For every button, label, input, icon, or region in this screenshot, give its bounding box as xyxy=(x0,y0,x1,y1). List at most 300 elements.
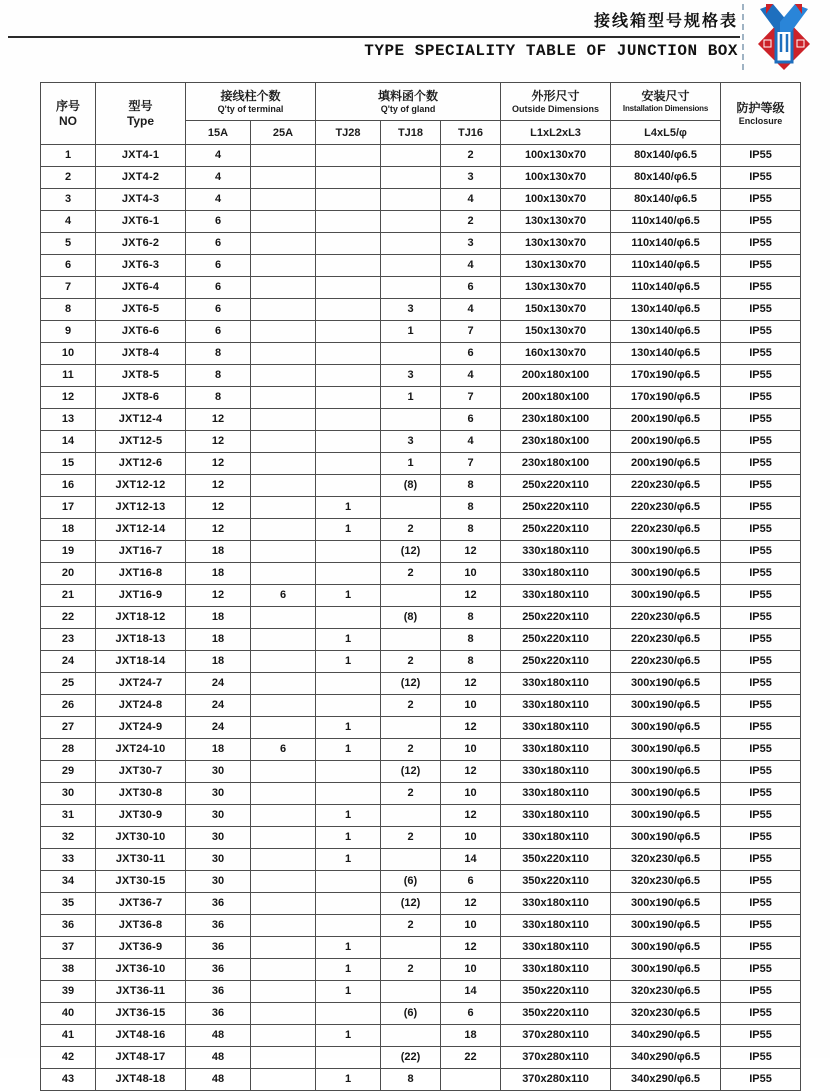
cell-install-dims: 200x190/φ6.5 xyxy=(611,431,721,453)
cell-outside-dims: 370x280x110 xyxy=(501,1047,611,1069)
cell-enclosure: IP55 xyxy=(721,497,801,519)
cell-25a xyxy=(251,695,316,717)
cell-enclosure: IP55 xyxy=(721,299,801,321)
cell-25a xyxy=(251,343,316,365)
cell-tj18 xyxy=(381,1025,441,1047)
cell-enclosure: IP55 xyxy=(721,343,801,365)
cell-install-dims: 340x290/φ6.5 xyxy=(611,1025,721,1047)
cell-tj16: 14 xyxy=(441,849,501,871)
cell-no: 15 xyxy=(41,453,96,475)
cell-tj16: 10 xyxy=(441,739,501,761)
table-row xyxy=(41,563,801,585)
col-header-tj16: TJ16 xyxy=(441,121,501,145)
cell-tj28 xyxy=(316,695,381,717)
cell-outside-dims: 100x130x70 xyxy=(501,189,611,211)
cell-install-dims: 110x140/φ6.5 xyxy=(611,255,721,277)
cell-15a: 6 xyxy=(186,299,251,321)
cell-no: 1 xyxy=(41,145,96,167)
cell-25a xyxy=(251,475,316,497)
cell-tj28: 1 xyxy=(316,651,381,673)
cell-tj28 xyxy=(316,563,381,585)
cell-type: JXT8-5 xyxy=(96,365,186,387)
cell-enclosure: IP55 xyxy=(721,365,801,387)
cell-install-dims: 130x140/φ6.5 xyxy=(611,299,721,321)
table-row xyxy=(41,431,801,453)
cell-type: JXT30-10 xyxy=(96,827,186,849)
cell-outside-dims: 250x220x110 xyxy=(501,651,611,673)
cell-install-dims: 80x140/φ6.5 xyxy=(611,167,721,189)
cell-outside-dims: 100x130x70 xyxy=(501,145,611,167)
cell-15a: 18 xyxy=(186,651,251,673)
cell-enclosure: IP55 xyxy=(721,145,801,167)
table-row xyxy=(41,475,801,497)
table-row xyxy=(41,629,801,651)
cell-enclosure: IP55 xyxy=(721,387,801,409)
cell-25a xyxy=(251,453,316,475)
cell-tj18: 2 xyxy=(381,563,441,585)
cell-tj18: 3 xyxy=(381,365,441,387)
cell-tj16: 10 xyxy=(441,783,501,805)
cell-no: 18 xyxy=(41,519,96,541)
cell-tj28: 1 xyxy=(316,827,381,849)
table-row xyxy=(41,585,801,607)
cell-no: 14 xyxy=(41,431,96,453)
cell-tj28: 1 xyxy=(316,805,381,827)
cell-type: JXT18-13 xyxy=(96,629,186,651)
cell-no: 39 xyxy=(41,981,96,1003)
cell-tj16: 22 xyxy=(441,1047,501,1069)
cell-outside-dims: 230x180x100 xyxy=(501,431,611,453)
cell-15a: 18 xyxy=(186,739,251,761)
cell-outside-dims: 330x180x110 xyxy=(501,915,611,937)
cell-enclosure: IP55 xyxy=(721,255,801,277)
cell-type: JXT8-4 xyxy=(96,343,186,365)
col-header-install-sub: L4xL5/φ xyxy=(611,121,721,145)
cell-install-dims: 300x190/φ6.5 xyxy=(611,585,721,607)
cell-tj16: 4 xyxy=(441,255,501,277)
cell-tj16: 12 xyxy=(441,585,501,607)
cell-enclosure: IP55 xyxy=(721,717,801,739)
cell-outside-dims: 350x220x110 xyxy=(501,1003,611,1025)
cell-tj16: 12 xyxy=(441,761,501,783)
cell-no: 11 xyxy=(41,365,96,387)
cell-outside-dims: 130x130x70 xyxy=(501,233,611,255)
cell-outside-dims: 330x180x110 xyxy=(501,959,611,981)
cell-no: 32 xyxy=(41,827,96,849)
cell-no: 36 xyxy=(41,915,96,937)
cell-type: JXT48-17 xyxy=(96,1047,186,1069)
cell-outside-dims: 150x130x70 xyxy=(501,321,611,343)
cell-type: JXT36-10 xyxy=(96,959,186,981)
cell-enclosure: IP55 xyxy=(721,1025,801,1047)
cell-install-dims: 300x190/φ6.5 xyxy=(611,717,721,739)
table-row xyxy=(41,145,801,167)
cell-no: 41 xyxy=(41,1025,96,1047)
cell-15a: 12 xyxy=(186,585,251,607)
cell-25a xyxy=(251,233,316,255)
cell-15a: 48 xyxy=(186,1025,251,1047)
page-title-english: TYPE SPECIALITY TABLE OF JUNCTION BOX xyxy=(364,42,738,60)
cell-tj28 xyxy=(316,761,381,783)
cell-tj28: 1 xyxy=(316,849,381,871)
cell-no: 4 xyxy=(41,211,96,233)
cell-type: JXT12-14 xyxy=(96,519,186,541)
cell-install-dims: 320x230/φ6.5 xyxy=(611,871,721,893)
cell-no: 42 xyxy=(41,1047,96,1069)
cell-tj28 xyxy=(316,673,381,695)
cell-enclosure: IP55 xyxy=(721,695,801,717)
cell-tj28 xyxy=(316,211,381,233)
cell-outside-dims: 130x130x70 xyxy=(501,211,611,233)
cell-25a xyxy=(251,1069,316,1091)
cell-enclosure: IP55 xyxy=(721,739,801,761)
cell-tj18: (22) xyxy=(381,1047,441,1069)
table-row xyxy=(41,497,801,519)
cell-tj28 xyxy=(316,541,381,563)
cell-25a xyxy=(251,299,316,321)
cell-no: 34 xyxy=(41,871,96,893)
cell-install-dims: 220x230/φ6.5 xyxy=(611,497,721,519)
cell-outside-dims: 370x280x110 xyxy=(501,1069,611,1091)
cell-25a xyxy=(251,783,316,805)
logo-dashed-separator xyxy=(742,4,744,70)
cell-25a xyxy=(251,277,316,299)
cell-15a: 12 xyxy=(186,475,251,497)
cell-enclosure: IP55 xyxy=(721,585,801,607)
table-row xyxy=(41,321,801,343)
cell-tj28 xyxy=(316,387,381,409)
cell-install-dims: 80x140/φ6.5 xyxy=(611,145,721,167)
cell-enclosure: IP55 xyxy=(721,563,801,585)
col-group-terminal-qty: 接线柱个数 Q'ty of terminal xyxy=(186,83,316,121)
cell-enclosure: IP55 xyxy=(721,629,801,651)
cell-no: 5 xyxy=(41,233,96,255)
cell-no: 40 xyxy=(41,1003,96,1025)
cell-outside-dims: 330x180x110 xyxy=(501,585,611,607)
cell-type: JXT12-5 xyxy=(96,431,186,453)
cell-type: JXT36-7 xyxy=(96,893,186,915)
cell-enclosure: IP55 xyxy=(721,981,801,1003)
cell-install-dims: 220x230/φ6.5 xyxy=(611,475,721,497)
cell-no: 23 xyxy=(41,629,96,651)
brand-logo-icon xyxy=(752,2,816,72)
cell-tj18 xyxy=(381,497,441,519)
cell-25a xyxy=(251,167,316,189)
cell-tj18: (12) xyxy=(381,541,441,563)
table-row xyxy=(41,739,801,761)
cell-type: JXT18-12 xyxy=(96,607,186,629)
table-row xyxy=(41,915,801,937)
cell-type: JXT16-7 xyxy=(96,541,186,563)
cell-tj18: 2 xyxy=(381,739,441,761)
cell-enclosure: IP55 xyxy=(721,783,801,805)
cell-tj28: 1 xyxy=(316,717,381,739)
cell-no: 37 xyxy=(41,937,96,959)
cell-tj18: (8) xyxy=(381,607,441,629)
table-row xyxy=(41,1047,801,1069)
cell-tj18 xyxy=(381,805,441,827)
cell-tj28 xyxy=(316,783,381,805)
table-row xyxy=(41,717,801,739)
cell-enclosure: IP55 xyxy=(721,1047,801,1069)
cell-25a xyxy=(251,849,316,871)
col-header-enclosure: 防护等级 Enclosure xyxy=(721,83,801,145)
cell-type: JXT30-8 xyxy=(96,783,186,805)
cell-tj18: 1 xyxy=(381,321,441,343)
cell-type: JXT12-4 xyxy=(96,409,186,431)
cell-tj28 xyxy=(316,915,381,937)
cell-install-dims: 300x190/φ6.5 xyxy=(611,761,721,783)
cell-tj28 xyxy=(316,321,381,343)
cell-25a xyxy=(251,607,316,629)
cell-no: 24 xyxy=(41,651,96,673)
cell-tj18: 1 xyxy=(381,453,441,475)
cell-15a: 36 xyxy=(186,1003,251,1025)
cell-15a: 30 xyxy=(186,849,251,871)
cell-tj28 xyxy=(316,233,381,255)
table-row xyxy=(41,827,801,849)
cell-outside-dims: 250x220x110 xyxy=(501,629,611,651)
cell-tj16: 3 xyxy=(441,233,501,255)
cell-15a: 6 xyxy=(186,211,251,233)
cell-no: 21 xyxy=(41,585,96,607)
cell-25a: 6 xyxy=(251,585,316,607)
cell-15a: 6 xyxy=(186,255,251,277)
cell-15a: 36 xyxy=(186,959,251,981)
cell-install-dims: 170x190/φ6.5 xyxy=(611,387,721,409)
cell-tj28 xyxy=(316,365,381,387)
cell-tj16: 7 xyxy=(441,453,501,475)
cell-type: JXT30-11 xyxy=(96,849,186,871)
cell-type: JXT30-7 xyxy=(96,761,186,783)
cell-no: 19 xyxy=(41,541,96,563)
cell-no: 26 xyxy=(41,695,96,717)
cell-install-dims: 130x140/φ6.5 xyxy=(611,321,721,343)
table-row xyxy=(41,1025,801,1047)
cell-tj16: 12 xyxy=(441,893,501,915)
cell-tj18: 2 xyxy=(381,651,441,673)
cell-no: 30 xyxy=(41,783,96,805)
cell-type: JXT12-12 xyxy=(96,475,186,497)
cell-tj16: 12 xyxy=(441,937,501,959)
cell-tj18 xyxy=(381,981,441,1003)
cell-type: JXT48-16 xyxy=(96,1025,186,1047)
table-row xyxy=(41,805,801,827)
cell-type: JXT30-9 xyxy=(96,805,186,827)
table-row xyxy=(41,871,801,893)
cell-tj16: 6 xyxy=(441,871,501,893)
cell-enclosure: IP55 xyxy=(721,651,801,673)
cell-tj28 xyxy=(316,189,381,211)
cell-tj16: 7 xyxy=(441,321,501,343)
cell-outside-dims: 330x180x110 xyxy=(501,695,611,717)
cell-no: 20 xyxy=(41,563,96,585)
cell-type: JXT4-2 xyxy=(96,167,186,189)
cell-install-dims: 320x230/φ6.5 xyxy=(611,849,721,871)
cell-tj18: 2 xyxy=(381,827,441,849)
cell-type: JXT16-8 xyxy=(96,563,186,585)
cell-tj16: 18 xyxy=(441,1025,501,1047)
cell-tj28: 1 xyxy=(316,629,381,651)
cell-tj28 xyxy=(316,409,381,431)
cell-15a: 6 xyxy=(186,233,251,255)
cell-15a: 12 xyxy=(186,431,251,453)
cell-outside-dims: 370x280x110 xyxy=(501,1025,611,1047)
cell-type: JXT8-6 xyxy=(96,387,186,409)
cell-outside-dims: 330x180x110 xyxy=(501,717,611,739)
cell-tj16: 12 xyxy=(441,805,501,827)
cell-tj28: 1 xyxy=(316,1025,381,1047)
cell-tj28: 1 xyxy=(316,519,381,541)
cell-15a: 4 xyxy=(186,145,251,167)
cell-25a xyxy=(251,1003,316,1025)
cell-enclosure: IP55 xyxy=(721,871,801,893)
cell-25a xyxy=(251,321,316,343)
cell-type: JXT12-13 xyxy=(96,497,186,519)
table-row xyxy=(41,277,801,299)
cell-install-dims: 300x190/φ6.5 xyxy=(611,959,721,981)
cell-no: 31 xyxy=(41,805,96,827)
cell-tj28: 1 xyxy=(316,585,381,607)
cell-tj16: 6 xyxy=(441,409,501,431)
cell-install-dims: 300x190/φ6.5 xyxy=(611,739,721,761)
cell-install-dims: 130x140/φ6.5 xyxy=(611,343,721,365)
cell-15a: 18 xyxy=(186,563,251,585)
cell-25a xyxy=(251,959,316,981)
brand-logo xyxy=(752,2,816,72)
cell-outside-dims: 330x180x110 xyxy=(501,827,611,849)
cell-15a: 36 xyxy=(186,981,251,1003)
cell-outside-dims: 330x180x110 xyxy=(501,563,611,585)
table-row xyxy=(41,233,801,255)
cell-outside-dims: 200x180x100 xyxy=(501,387,611,409)
cell-tj28 xyxy=(316,871,381,893)
cell-tj16: 10 xyxy=(441,563,501,585)
cell-15a: 30 xyxy=(186,783,251,805)
cell-type: JXT4-3 xyxy=(96,189,186,211)
cell-tj28 xyxy=(316,277,381,299)
cell-type: JXT36-11 xyxy=(96,981,186,1003)
cell-25a xyxy=(251,211,316,233)
cell-15a: 12 xyxy=(186,453,251,475)
cell-enclosure: IP55 xyxy=(721,827,801,849)
cell-tj16: 10 xyxy=(441,959,501,981)
cell-enclosure: IP55 xyxy=(721,167,801,189)
col-header-type: 型号 Type xyxy=(96,83,186,145)
col-group-installation-dimensions: 安装尺寸 Installation Dimensions xyxy=(611,83,721,121)
cell-install-dims: 300x190/φ6.5 xyxy=(611,937,721,959)
cell-type: JXT16-9 xyxy=(96,585,186,607)
cell-tj16: 6 xyxy=(441,1003,501,1025)
cell-25a xyxy=(251,189,316,211)
cell-outside-dims: 230x180x100 xyxy=(501,453,611,475)
cell-type: JXT12-6 xyxy=(96,453,186,475)
cell-25a xyxy=(251,981,316,1003)
table-row xyxy=(41,673,801,695)
cell-25a xyxy=(251,893,316,915)
cell-tj28 xyxy=(316,453,381,475)
cell-15a: 18 xyxy=(186,607,251,629)
cell-install-dims: 200x190/φ6.5 xyxy=(611,409,721,431)
cell-tj18: 3 xyxy=(381,299,441,321)
cell-25a xyxy=(251,673,316,695)
cell-no: 3 xyxy=(41,189,96,211)
cell-tj16: 12 xyxy=(441,717,501,739)
cell-outside-dims: 330x180x110 xyxy=(501,893,611,915)
cell-install-dims: 220x230/φ6.5 xyxy=(611,519,721,541)
cell-install-dims: 300x190/φ6.5 xyxy=(611,805,721,827)
cell-enclosure: IP55 xyxy=(721,211,801,233)
cell-25a xyxy=(251,629,316,651)
junction-box-spec-table xyxy=(40,82,801,1091)
cell-tj18: 3 xyxy=(381,431,441,453)
cell-tj28: 1 xyxy=(316,959,381,981)
cell-tj16: 8 xyxy=(441,651,501,673)
cell-tj28 xyxy=(316,255,381,277)
cell-enclosure: IP55 xyxy=(721,673,801,695)
cell-install-dims: 220x230/φ6.5 xyxy=(611,651,721,673)
cell-install-dims: 80x140/φ6.5 xyxy=(611,189,721,211)
table-row xyxy=(41,365,801,387)
cell-outside-dims: 350x220x110 xyxy=(501,849,611,871)
cell-tj18: (12) xyxy=(381,673,441,695)
cell-tj16: 4 xyxy=(441,299,501,321)
cell-25a xyxy=(251,255,316,277)
cell-25a xyxy=(251,541,316,563)
cell-outside-dims: 330x180x110 xyxy=(501,783,611,805)
cell-tj16: 6 xyxy=(441,343,501,365)
cell-tj18 xyxy=(381,145,441,167)
cell-install-dims: 110x140/φ6.5 xyxy=(611,233,721,255)
cell-tj16: 8 xyxy=(441,497,501,519)
page-title-chinese: 接线箱型号规格表 xyxy=(593,13,738,30)
cell-enclosure: IP55 xyxy=(721,541,801,563)
cell-25a xyxy=(251,387,316,409)
cell-15a: 24 xyxy=(186,673,251,695)
cell-type: JXT6-4 xyxy=(96,277,186,299)
cell-outside-dims: 330x180x110 xyxy=(501,805,611,827)
cell-install-dims: 110x140/φ6.5 xyxy=(611,211,721,233)
cell-tj18: 2 xyxy=(381,519,441,541)
table-row xyxy=(41,695,801,717)
cell-enclosure: IP55 xyxy=(721,849,801,871)
cell-no: 2 xyxy=(41,167,96,189)
col-header-tj28: TJ28 xyxy=(316,121,381,145)
cell-no: 43 xyxy=(41,1069,96,1091)
cell-enclosure: IP55 xyxy=(721,475,801,497)
cell-outside-dims: 250x220x110 xyxy=(501,475,611,497)
cell-15a: 24 xyxy=(186,695,251,717)
table-row xyxy=(41,893,801,915)
cell-install-dims: 200x190/φ6.5 xyxy=(611,453,721,475)
cell-tj28 xyxy=(316,431,381,453)
cell-15a: 36 xyxy=(186,893,251,915)
cell-tj18: (12) xyxy=(381,893,441,915)
cell-install-dims: 320x230/φ6.5 xyxy=(611,981,721,1003)
cell-enclosure: IP55 xyxy=(721,189,801,211)
cell-install-dims: 300x190/φ6.5 xyxy=(611,783,721,805)
cell-no: 35 xyxy=(41,893,96,915)
cell-25a xyxy=(251,937,316,959)
cell-25a xyxy=(251,563,316,585)
cell-outside-dims: 250x220x110 xyxy=(501,607,611,629)
cell-enclosure: IP55 xyxy=(721,453,801,475)
cell-outside-dims: 130x130x70 xyxy=(501,255,611,277)
cell-tj18 xyxy=(381,189,441,211)
cell-25a xyxy=(251,145,316,167)
cell-tj18: (6) xyxy=(381,871,441,893)
cell-no: 9 xyxy=(41,321,96,343)
